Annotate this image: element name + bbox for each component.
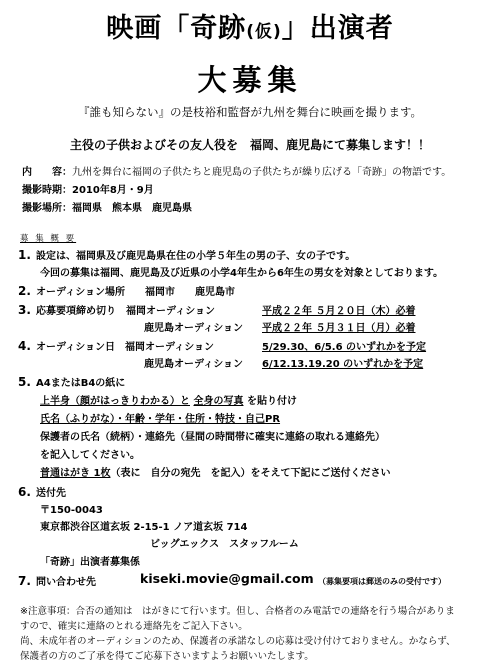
- item-3-num: 3.: [18, 303, 31, 317]
- item-4-fukuoka-date: 5/29.30、6/5.6 のいずれかを予定: [262, 342, 427, 353]
- item-5-line2c: を貼り付け: [246, 396, 297, 407]
- item-7: [18, 573, 96, 588]
- item-4-num: 4.: [18, 339, 31, 353]
- item-3-kagoshima: 鹿児島オーディション: [144, 323, 243, 334]
- item-1-line2: 今回の募集は福岡、鹿児島及び近県の小学4年生から6年生の男女を対象としております。: [40, 268, 444, 279]
- item-2-num: 2.: [18, 284, 31, 298]
- item-7-num: 7.: [18, 574, 31, 588]
- lead-text: 主役の子供およびその友人役を 福岡、鹿児島にて募集します！！: [69, 138, 430, 152]
- title-main-pre: 映画「奇跡: [106, 13, 247, 44]
- period-label: 撮影時期：: [22, 185, 72, 196]
- note-line-1: ※注意事項：合否の通知は はがきにて行います。但し、合格者のみ電話での連絡を行う場合がありま: [20, 606, 455, 617]
- item-5-line6: [40, 464, 390, 479]
- item-4: [18, 338, 214, 353]
- item-5-line2: [40, 392, 297, 407]
- page-title: [0, 6, 500, 45]
- item-3-kagoshima-date: 平成２２年 ５月３１日（月）必着: [262, 323, 416, 334]
- item-7-label: 問い合わせ先: [36, 577, 96, 588]
- intro-text: 『誰も知らない』の是枝裕和監督が九州を舞台に映画を撮ります。: [77, 105, 423, 119]
- place-label: 撮影場所：: [22, 203, 72, 214]
- item-3-label: 応募要項締め切り 福岡オーディション: [36, 306, 215, 317]
- period-value: 2010年8月・9月: [72, 185, 154, 196]
- note-line-4: 保護者の方のご了承を得てご応募下さいますようお願いいたします。: [20, 651, 314, 662]
- note-line-3: 尚、未成年者のオーディションのため、保護者の承諾なしの応募は受け付けておりません。かならず、: [20, 636, 456, 647]
- page-subtitle: 大募集: [197, 63, 303, 97]
- item-5-line1: A4またはB4の紙に: [36, 378, 126, 389]
- item-2: [18, 283, 235, 298]
- item-6-company: ビッグエックス スタッフルーム: [150, 539, 299, 550]
- item-3-fukuoka-date: 平成２２年 ５月２０日（木）必着: [262, 306, 416, 317]
- item-6: [18, 484, 66, 499]
- item-2-line1: オーディション場所 福岡市 鹿児島市: [36, 287, 235, 298]
- item-5-line6b: （表に 自分の宛先 を記入）をそえて下記にご送付ください: [110, 468, 391, 479]
- note-line-2: すので、確実に連絡のとれる連絡先をご記入下さい。: [20, 621, 248, 632]
- item-5-line6a: 普通はがき 1枚: [40, 468, 111, 479]
- item-6-address: 東京都渋谷区道玄坂 2-15-1 ノア道玄坂 714: [40, 522, 248, 533]
- item-1-num: 1.: [18, 248, 31, 262]
- item-5-line3: 氏名（ふりがな）・年齢・学年・住所・特技・自己PR: [40, 414, 281, 425]
- item-5-line2a: 上半身（顔がはっきりわかる）と: [40, 396, 190, 407]
- item-5-line4: 保護者の氏名（続柄）・連絡先（昼間の時間帯に確実に連絡の取れる連絡先）: [40, 432, 385, 443]
- item-7-note: （募集要項は郵送のみの受付です）: [318, 577, 446, 586]
- item-1-line1: 設定は、福岡県及び鹿児島県在住の小学５年生の男の子、女の子です。: [36, 251, 356, 262]
- item-4-label: オーディション日 福岡オーディション: [36, 342, 214, 353]
- title-main-small: (仮): [246, 22, 282, 42]
- item-5-line5: を記入してください。: [40, 450, 140, 461]
- contact-email-link[interactable]: kiseki.movie@gmail.com: [140, 571, 314, 586]
- content-value: 九州を舞台に福岡の子供たちと鹿児島の子供たちが繰り広げる「奇跡」の物語です。: [72, 167, 452, 178]
- item-5: [18, 374, 125, 389]
- item-6-label: 送付先: [36, 488, 66, 499]
- item-4-kagoshima: 鹿児島オーディション: [144, 359, 243, 370]
- item-1: [18, 247, 355, 262]
- info-place: [22, 199, 192, 214]
- item-3: [18, 302, 215, 317]
- item-5-num: 5.: [18, 375, 31, 389]
- info-period: [22, 181, 154, 196]
- info-content: [22, 163, 451, 178]
- content-label: 内 容：: [22, 167, 72, 178]
- item-4-kagoshima-date: 6/12.13.19.20 のいずれかを予定: [262, 359, 424, 370]
- place-value: 福岡県 熊本県 鹿児島県: [72, 203, 192, 214]
- section-label: 募 集 概 要: [20, 234, 77, 244]
- item-6-dept: 「奇跡」出演者募集係: [40, 557, 140, 568]
- item-6-num: 6.: [18, 485, 31, 499]
- item-6-zip: 〒150-0043: [40, 505, 103, 516]
- item-5-line2b: 全身の写真: [193, 396, 244, 407]
- title-main-post: 」出演者: [281, 13, 394, 44]
